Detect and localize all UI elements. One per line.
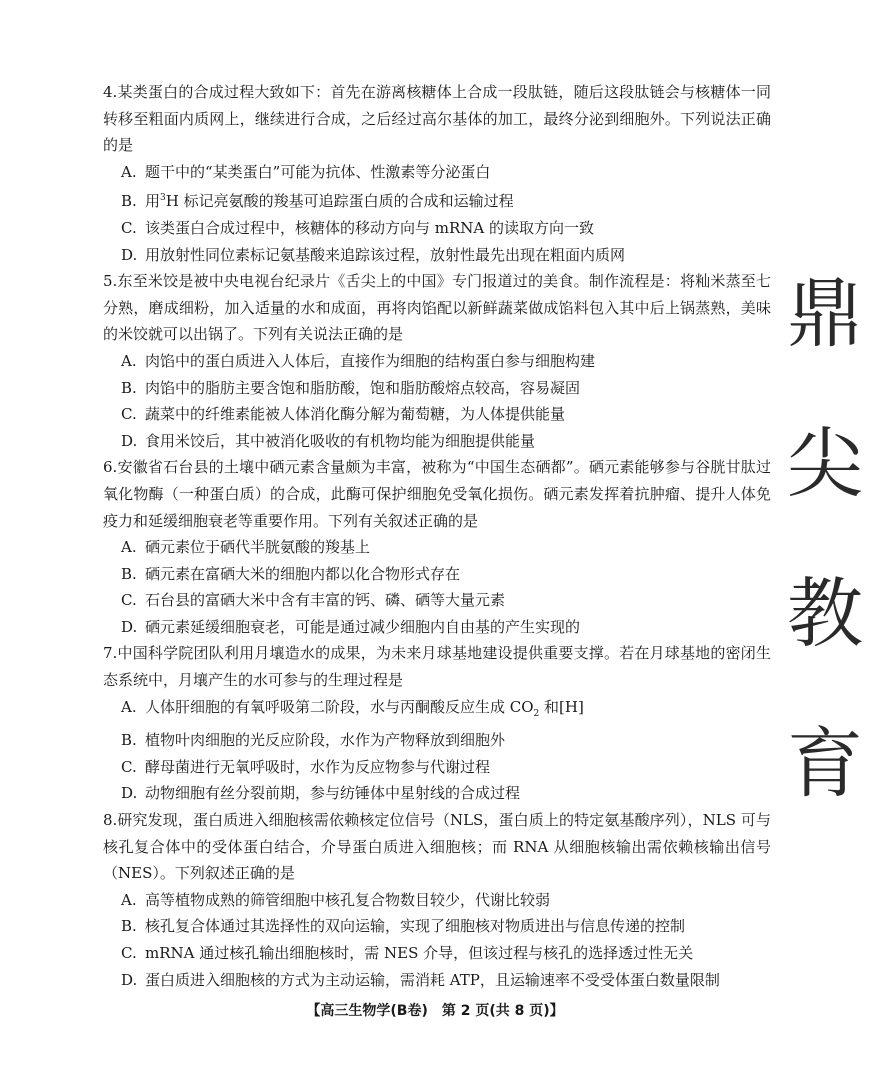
option-item: [103, 780, 771, 807]
watermark-char: 教: [787, 569, 863, 658]
question-text: 安徽省石台县的土壤中硒元素含量颇为丰富，被称为“中国生态硒都”。硒元素能够参与谷胱甘肽过氧化物酶（一种蛋白质）的合成，此酶可保护细胞免受氧化损伤。硒元素发挥着抗肿瘤、提升人体免疫力和延缓细胞衰老等重要作用。下列有关叙述正确的是: [103, 458, 771, 530]
option-item: [103, 215, 771, 242]
option-letter: C.: [121, 218, 137, 237]
option-item: [103, 913, 771, 940]
option-text: 该类蛋白合成过程中，核糖体的移动方向与 mRNA 的读取方向一致: [145, 218, 595, 237]
option-item: [103, 242, 771, 269]
option-letter: A.: [121, 162, 137, 181]
watermark: [787, 269, 870, 876]
option-item: [103, 534, 771, 561]
question-stem: [103, 807, 771, 887]
option-letter: D.: [121, 784, 138, 803]
option-letter: D.: [121, 970, 138, 989]
option-text: 硒元素延缓细胞衰老，可能是通过减少细胞内自由基的产生实现的: [145, 617, 581, 636]
question-stem: [103, 640, 771, 693]
option-item: [103, 159, 771, 186]
question-text: 研究发现，蛋白质进入细胞核需依赖核定位信号（NLS，蛋白质上的特定氨基酸序列），NLS 可与核孔复合体中的受体蛋白结合，介导蛋白质进入细胞核；而 RNA 从细胞核输出需依赖核输出信号（NES）。下列叙述正确的是: [103, 811, 771, 883]
option-text: 肉馅中的脂肪主要含饱和脂肪酸，饱和脂肪酸熔点较高，容易凝固: [145, 378, 581, 397]
option-text: 蔬菜中的纤维素能被人体消化酶分解为葡萄糖，为人体提供能量: [145, 405, 566, 424]
question-number: 8.: [103, 811, 118, 830]
option-item: [103, 561, 771, 588]
watermark-char: 鼎: [787, 269, 863, 358]
question-number: 5.: [103, 272, 118, 291]
option-letter: D.: [121, 245, 138, 264]
option-item: [103, 887, 771, 914]
option-letter: B.: [121, 192, 137, 211]
option-text: 动物细胞有丝分裂前期，参与纺锤体中星射线的合成过程: [145, 784, 521, 803]
option-text: 食用米饺后，其中被消化吸收的有机物均能为细胞提供能量: [145, 431, 536, 450]
question-number: 4.: [103, 83, 118, 101]
option-item: [103, 401, 771, 428]
option-text: 和[H]: [539, 697, 584, 716]
superscript: 3: [160, 193, 166, 204]
option-letter: A.: [121, 890, 137, 909]
question-stem: [103, 268, 771, 348]
option-text: 蛋白质进入细胞核的方式为主动运输，需消耗 ATP，且运输速率不受受体蛋白数量限制: [145, 970, 720, 989]
subscript: 2: [533, 708, 540, 719]
question-stem: [103, 79, 771, 159]
option-item: [103, 348, 771, 375]
option-letter: D.: [121, 617, 138, 636]
page-footer: 【高三生物学(B卷) 第 2 页(共 8 页)】: [306, 1003, 564, 1019]
option-letter: A.: [121, 538, 137, 557]
option-item: [103, 375, 771, 402]
question-block: [103, 268, 771, 454]
question-block: [103, 454, 771, 640]
option-text: 用放射性同位素标记氨基酸来追踪该过程，放射性最先出现在粗面内质网: [145, 245, 626, 264]
option-text: 酵母菌进行无氧呼吸时，水作为反应物参与代谢过程: [145, 757, 491, 776]
option-item: [103, 754, 771, 781]
option-item: [103, 967, 771, 994]
option-text: 硒元素位于硒代半胱氨酸的羧基上: [145, 538, 371, 557]
option-text: mRNA 通过核孔输出细胞核时，需 NES 介导，但该过程与核孔的选择透过性无关: [145, 944, 694, 962]
question-text: 中国科学院团队利用月壤造水的成果，为未来月球基地建设提供重要支撑。若在月球基地的密闭生态系统中，月壤产生的水可参与的生理过程是: [103, 644, 771, 690]
option-text: 植物叶肉细胞的光反应阶段，水作为产物释放到细胞外: [145, 731, 506, 750]
option-letter: B.: [121, 731, 137, 750]
option-item: [103, 727, 771, 754]
option-item: [103, 614, 771, 641]
option-item: [103, 694, 771, 728]
option-text: 用: [145, 192, 161, 211]
option-text: 肉馅中的蛋白质进入人体后，直接作为细胞的结构蛋白参与细胞构建: [145, 351, 596, 370]
option-letter: C.: [121, 944, 137, 962]
watermark-char: 育: [787, 719, 863, 808]
option-text: 高等植物成熟的筛管细胞中核孔复合物数目较少，代谢比较弱: [145, 890, 551, 909]
option-letter: B.: [121, 378, 137, 397]
question-block: [103, 807, 771, 993]
option-letter: C.: [121, 591, 137, 610]
option-letter: D.: [121, 431, 138, 450]
option-item: [103, 940, 771, 967]
question-block: [103, 640, 771, 807]
option-item: [103, 428, 771, 455]
option-letter: A.: [121, 697, 137, 716]
question-number: 6.: [103, 458, 118, 477]
option-text: 题干中的“某类蛋白”可能为抗体、性激素等分泌蛋白: [145, 162, 491, 181]
option-text: 核孔复合体通过其选择性的双向运输，实现了细胞核对物质进出与信息传递的控制: [145, 917, 686, 936]
watermark-char: 尖: [787, 419, 863, 508]
option-text: H 标记亮氨酸的羧基可追踪蛋白质的合成和运输过程: [165, 192, 514, 211]
option-letter: B.: [121, 564, 137, 583]
question-number: 7.: [103, 644, 118, 663]
question-list: [103, 79, 771, 993]
option-letter: C.: [121, 757, 137, 776]
option-letter: C.: [121, 405, 137, 424]
question-stem: [103, 454, 771, 534]
option-item: [103, 185, 771, 215]
option-text: 硒元素在富硒大米的细胞内都以化合物形式存在: [145, 564, 461, 583]
option-item: [103, 587, 771, 614]
question-text: 某类蛋白的合成过程大致如下：首先在游离核糖体上合成一段肽链，随后这段肽链会与核糖体一同转移至粗面内质网上，继续进行合成，之后经过高尔基体的加工，最终分泌到细胞外。下列说法正确的是: [103, 83, 771, 155]
option-text: 石台县的富硒大米中含有丰富的钙、磷、硒等大量元素: [145, 591, 506, 610]
option-text: 人体肝细胞的有氧呼吸第二阶段，水与丙酮酸反应生成 CO: [145, 697, 534, 716]
question-block: [103, 79, 771, 268]
option-letter: A.: [121, 351, 137, 370]
question-text: 东至米饺是被中央电视台纪录片《舌尖上的中国》专门报道过的美食。制作流程是：将籼米蒸至七分熟，磨成细粉，加入适量的水和成面，再将肉馅配以新鲜蔬菜做成馅料包入其中后上锅蒸熟，美味的米饺就可以出锅了。下列有关说法正确的是: [103, 272, 771, 344]
option-letter: B.: [121, 917, 137, 936]
